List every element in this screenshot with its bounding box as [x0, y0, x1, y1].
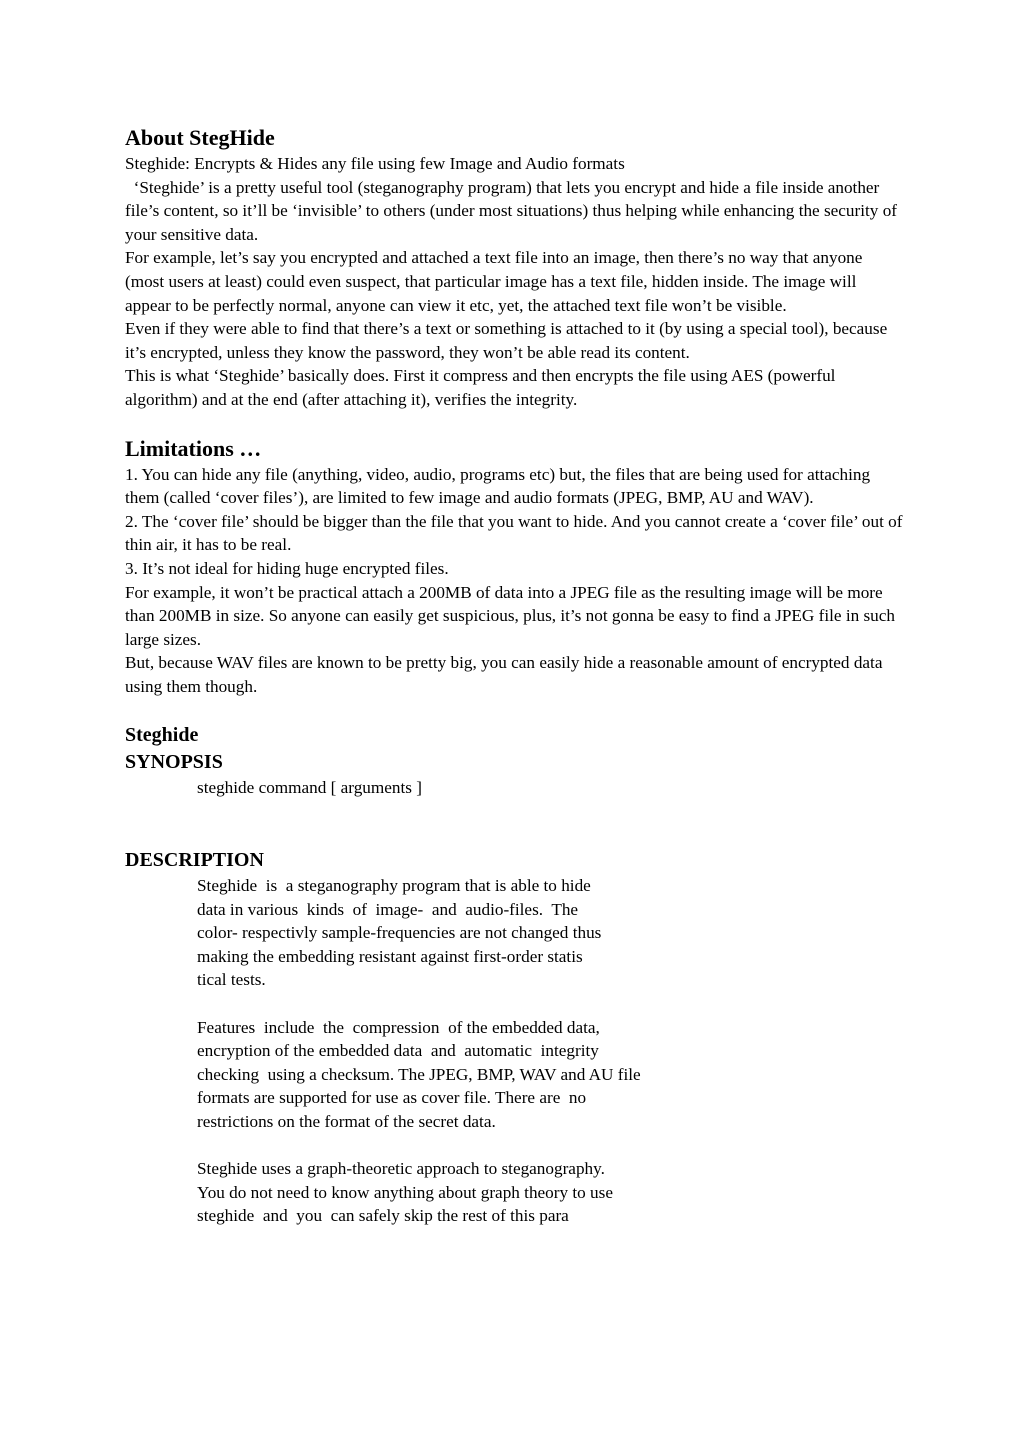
about-section	[125, 124, 905, 412]
description-line: tical tests.	[197, 970, 266, 990]
about-paragraph: ‘Steghide’ is a pretty useful tool (steganography program) that lets you encrypt and hide a file inside another file’s content, so it’ll be ‘invisible’ to others (under most situations) thus helping while enhancing the security of your sensitive data.	[125, 177, 902, 244]
description-line: making the embedding resistant against first-order statis	[197, 946, 583, 966]
synopsis-text: steghide command [ arguments ]	[197, 778, 422, 798]
description-line: color- respectivly sample-frequencies are not changed thus	[197, 923, 602, 943]
manpage-title: Steghide	[125, 724, 199, 747]
synopsis-heading: SYNOPSIS	[125, 751, 223, 774]
description-paragraph	[125, 1016, 905, 1134]
about-heading: About StegHide	[125, 125, 275, 150]
description-line: restrictions on the format of the secret data.	[197, 1112, 496, 1131]
description-paragraph	[125, 874, 905, 992]
limitations-item: 3. It’s not ideal for hiding huge encrypted files.	[125, 558, 449, 578]
description-line: steghide and you can safely skip the rest of this para	[197, 1206, 569, 1226]
limitations-item: 2. The ‘cover file’ should be bigger than the file that you want to hide. And you cannot create a ‘cover file’ out of thin air, it has to be real.	[125, 511, 903, 555]
about-paragraph: Even if they were able to find that there’s a text or something is attached to it (by using a special tool), because it’s encrypted, unless they know the password, they won’t be able read its content.	[125, 319, 888, 362]
description-paragraph	[125, 1157, 905, 1228]
description-line: data in various kinds of image- and audio-files. The	[197, 899, 579, 919]
limitations-section	[125, 435, 905, 699]
limitations-paragraph: For example, it won’t be practical attach a 200MB of data into a JPEG file as the resulting image will be more than 200MB in size. So anyone can easily get suspicious, plus, it’s not gonna be easy to find a JPEG file in such large sizes.	[125, 582, 895, 649]
description-line: Features include the compression of the embedded data,	[197, 1017, 600, 1037]
manpage-section	[125, 722, 905, 1228]
description-heading: DESCRIPTION	[125, 849, 264, 872]
about-subtitle: Steghide: Encrypts & Hides any file using few Image and Audio formats	[125, 154, 625, 173]
about-paragraph: For example, let’s say you encrypted and attached a text file into an image, then there’s no way that anyone (most users at least) could even suspect, that particular image has a text file, hidden inside. The image will appear to be perfectly normal, anyone can view it etc, yet, the attached text file won’t be visible.	[125, 248, 863, 315]
about-paragraph: This is what ‘Steghide’ basically does. First it compress and then encrypts the file using AES (powerful algorithm) and at the end (after attaching it), verifies the integrity.	[125, 366, 836, 409]
description-line: Steghide is a steganography program that is able to hide	[197, 876, 591, 896]
description-line: encryption of the embedded data and automatic integrity	[197, 1041, 599, 1061]
limitations-paragraph: But, because WAV files are known to be pretty big, you can easily hide a reasonable amount of encrypted data using them though.	[125, 653, 883, 696]
description-line: formats are supported for use as cover file. There are no	[197, 1088, 587, 1108]
description-line: Steghide uses a graph-theoretic approach to steganography.	[197, 1159, 605, 1179]
limitations-item: 1. You can hide any file (anything, video, audio, programs etc) but, the files that are being used for attaching them (called ‘cover files’), are limited to few image and audio formats (JPEG, BMP, AU and WAV).	[125, 464, 871, 508]
description-line: You do not need to know anything about graph theory to use	[197, 1182, 613, 1202]
limitations-heading: Limitations …	[125, 435, 262, 461]
document-page	[125, 124, 905, 1228]
description-line: checking using a checksum. The JPEG, BMP, WAV and AU file	[197, 1064, 641, 1084]
